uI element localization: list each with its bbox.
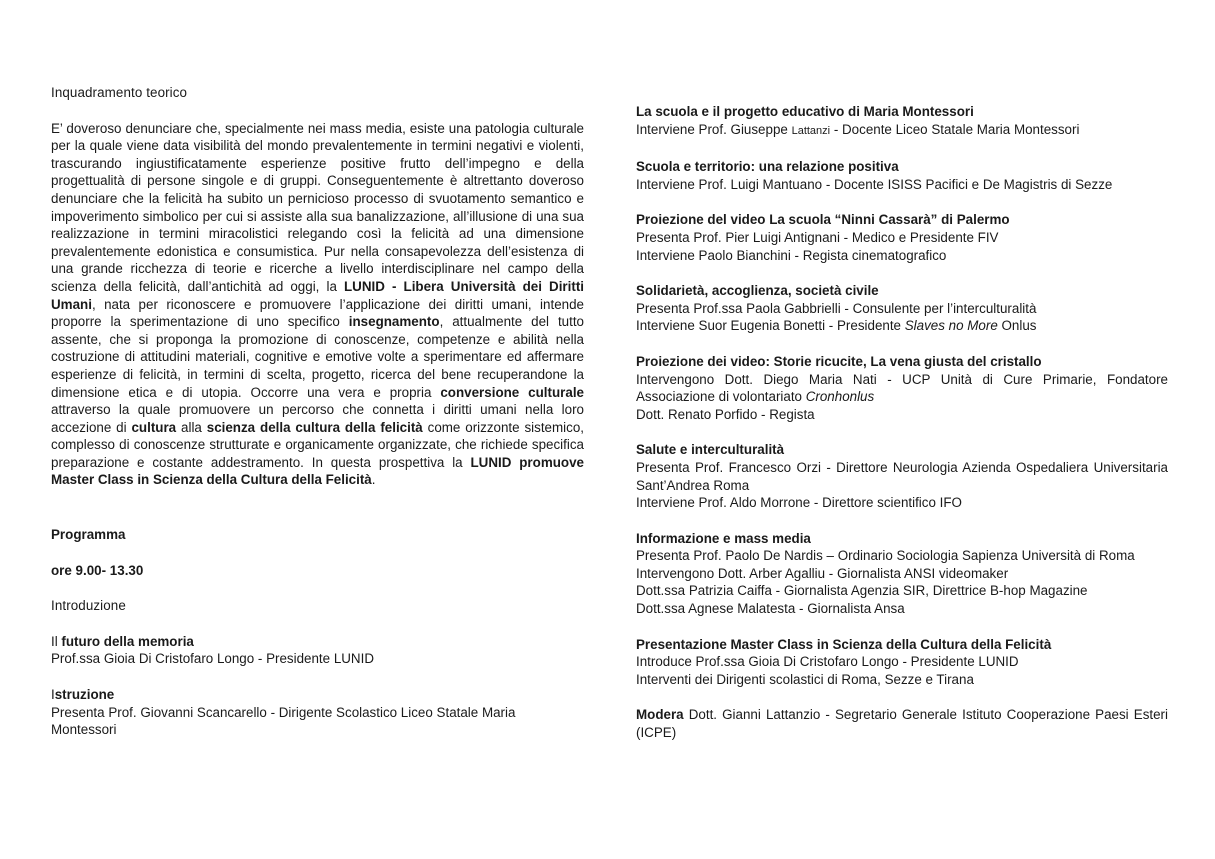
line-text: Interviene Prof. Giuseppe: [636, 121, 792, 137]
program-item-line: Interviene Prof. Luigi Mantuano - Docente ISISS Pacifici e De Magistris di Sezze: [636, 176, 1113, 192]
moderator-line: [636, 706, 1168, 741]
paragraph-text: come orizzonte sistemico, complesso di conoscenze strutturate e organicamente organizzate, che richiede specifica preparazione e costante addestramento. In questa prospettiva la: [51, 419, 584, 470]
program-item: [51, 633, 584, 668]
line-text: Interviene Suor Eugenia Bonetti - Presidente: [636, 318, 905, 334]
program-item-title: Proiezione del video La scuola “Ninni Cassarà” di Palermo: [636, 212, 1010, 228]
paragraph-bold-conversione: conversione culturale: [440, 384, 584, 400]
program-item-line: Prof.ssa Gioia Di Cristofaro Longo - Presidente LUNID: [51, 651, 374, 667]
program-item-line: Interviene Prof. Aldo Morrone - Direttore scientifico IFO: [636, 495, 962, 511]
program-item-line: Presenta Prof.ssa Paola Gabbrielli - Consulente per l’interculturalità: [636, 300, 1037, 316]
programma-title: Programma: [51, 527, 126, 543]
program-item: [51, 686, 584, 739]
paragraph-text: .: [371, 472, 376, 488]
line-text-small: Lattanzi: [791, 124, 831, 137]
line-text-italic: Slaves no More: [904, 318, 998, 334]
program-item-title: La scuola e il progetto educativo di Maria Montessori: [636, 104, 974, 119]
program-item-title: Presentazione Master Class in Scienza della Cultura della Felicità: [636, 636, 1052, 652]
program-item: [636, 158, 1168, 193]
program-item-line: [636, 121, 1168, 141]
paragraph-bold-lunid: LUNID - Libera Università dei Diritti Umani: [51, 278, 584, 312]
program-item-line: [636, 371, 1168, 406]
paragraph-bold-insegnamento: insegnamento: [348, 314, 440, 330]
section-title-inquadramento: Inquadramento teorico: [51, 85, 188, 100]
program-item: [636, 530, 1168, 618]
paragraph-text: , nata per riconoscere e promuovere l’applicazione dei diritti umani, intende proporre la sperimentazione di uno specifico: [51, 296, 584, 330]
program-item-line: Presenta Prof. Paolo De Nardis – Ordinario Sociologia Sapienza Università di Roma: [636, 548, 1135, 564]
program-item-title: [51, 686, 584, 704]
title-prefix: I: [51, 687, 55, 703]
program-item: [636, 636, 1168, 689]
title-prefix: Il: [51, 633, 62, 649]
program-item: [636, 103, 1168, 140]
program-item-line: Presenta Prof. Pier Luigi Antignani - Medico e Presidente FIV: [636, 229, 999, 245]
left-column: [51, 84, 584, 739]
program-item: [636, 353, 1168, 423]
program-item-line: Introduce Prof.ssa Gioia Di Cristofaro Longo - Presidente LUNID: [636, 654, 1019, 670]
program-item-line: Intervengono Dott. Arber Agalliu - Giornalista ANSI videomaker: [636, 565, 1009, 581]
program-item-line: Dott.ssa Patrizia Caiffa - Giornalista Agenzia SIR, Direttrice B-hop Magazine: [636, 583, 1088, 599]
program-item: [636, 441, 1168, 511]
program-item-title: [51, 633, 584, 651]
program-item-line: Interviene Paolo Bianchini - Regista cinematografico: [636, 247, 947, 263]
program-item-title: Scuola e territorio: una relazione positiva: [636, 159, 899, 175]
title-text: futuro della memoria: [61, 633, 194, 649]
program-item-line: Interventi dei Dirigenti scolastici di Roma, Sezze e Tirana: [636, 671, 974, 687]
program-item: [636, 282, 1168, 335]
paragraph-bold-master-class: LUNID promuove Master Class in Scienza della Cultura della Felicità: [51, 454, 584, 488]
program-item-title: Solidarietà, accoglienza, società civile: [636, 283, 879, 299]
moderator-label: Modera: [636, 707, 684, 723]
paragraph-text: alla: [176, 419, 207, 435]
paragraph-bold-scienza: scienza della cultura della felicità: [206, 419, 423, 435]
program-item: [636, 211, 1168, 264]
program-item-title: Proiezione dei video: Storie ricucite, La vena giusta del cristallo: [636, 353, 1042, 369]
intro-paragraph: [51, 120, 584, 489]
title-text: struzione: [54, 687, 115, 703]
paragraph-text: attraverso la quale promuovere un percorso che connetta i diritti umani nella loro accezione di: [51, 402, 584, 435]
program-item-line: Dott. Renato Porfido - Regista: [636, 406, 815, 422]
program-item-title: Salute e interculturalità: [636, 442, 785, 458]
line-text: Onlus: [997, 318, 1037, 334]
line-text-italic: Cronhonlus: [805, 389, 875, 405]
introduzione-label: Introduzione: [51, 598, 126, 614]
line-text: - Docente Liceo Statale Maria Montessori: [830, 121, 1080, 137]
program-item-line: Presenta Prof. Giovanni Scancarello - Dirigente Scolastico Liceo Statale Maria Montessori: [51, 704, 516, 738]
moderator-text: Dott. Gianni Lattanzio - Segretario Generale Istituto Cooperazione Paesi Esteri (ICPE): [636, 707, 1168, 741]
paragraph-text: , attualmente del tutto assente, che si proponga la promozione di conoscenze, competenze e abilità nella costruzione di attitudini materiali, cognitive e emotive volte a sperimentare ed affermare esperienze di felicità, in termini di scelta, progetto, ricerca del bene recuperandone la dimensione etica e di utopia. Occorre una vera e propria: [51, 314, 584, 400]
program-item-title: Informazione e mass media: [636, 530, 811, 546]
programma-time: ore 9.00- 13.30: [51, 562, 144, 578]
program-item-line: Dott.ssa Agnese Malatesta - Giornalista Ansa: [636, 601, 905, 617]
program-item-line: [636, 317, 1168, 335]
right-column: [636, 103, 1168, 742]
line-text: Intervengono Dott. Diego Maria Nati - UCP Unità di Cure Primarie, Fondatore Associazione di volontariato: [636, 371, 1168, 405]
paragraph-bold-cultura: cultura: [131, 419, 177, 435]
program-item-line: Presenta Prof. Francesco Orzi - Direttore Neurologia Azienda Ospedaliera Universitaria Sant’Andrea Roma: [636, 459, 1168, 493]
paragraph-text: E’ doveroso denunciare che, specialmente nei mass media, esiste una patologia culturale per la quale viene data visibilità del mondo prevalentemente in termini negativi e violenti, trascurando ingiustificatamente esperienze positive frutto dell’impegno e della progettualità di persone singole e di gruppi. Conseguentemente è altrettanto doveroso denunciare che la felicità ha subito un pernicioso processo di svuotamento semantico e impoverimento simbolico per cui si assiste alla sua banalizzazione, all’illusione di una sua realizzazione in termini miracolistici relegando così la felicità ad una dimensione prevalentemente edonistica e consumistica. Pur nella consapevolezza dell’esistenza di una grande ricchezza di teorie e ricerche a livello interdisciplinare nel campo della scienza della felicità, dall’antichità ad oggi, la: [51, 120, 584, 294]
